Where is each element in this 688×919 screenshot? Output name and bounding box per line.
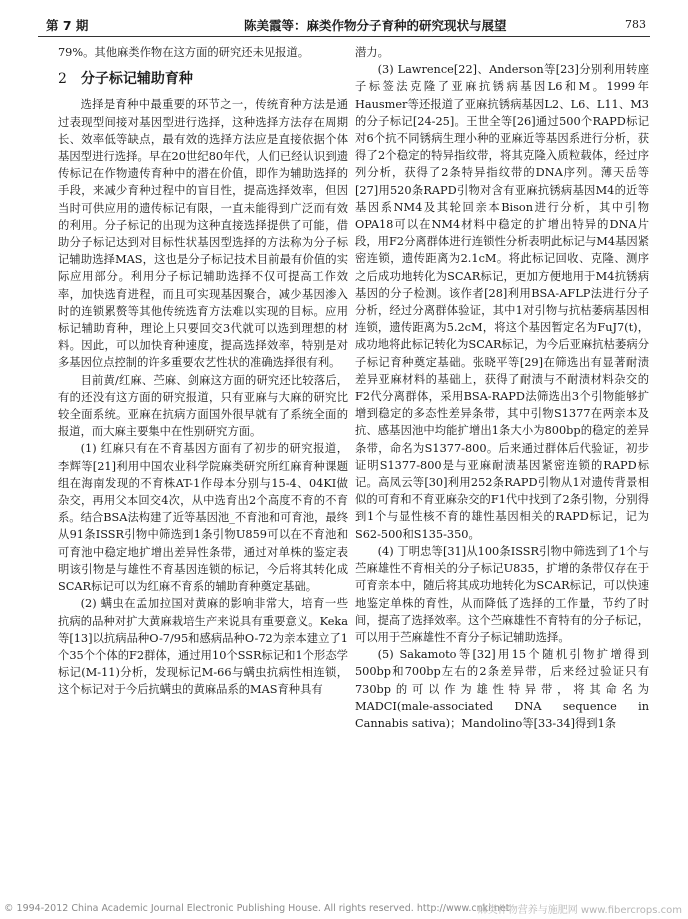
paragraph-crop-status: 目前黄/红麻、苎麻、剑麻这方面的研究还比较落后，有的还没有这方面的研究报道，只有亚麻与大麻的研究比较全面系统。亚麻在抗病方面国外很早就有了系统全面的报道，而大麻主要集中在性别研究方面。 — [58, 373, 348, 439]
paragraph-hemp: (5) Sakamoto等[32]用15个随机引物扩增得到500bp和700bp左右的2条差异带，后来经过验证只有730bp的可以作为雄性特异带，将其命名为MADCI(male-associated DNA sequence in Cannabis sativa)；Mandolino等[33-34]得到1条 — [355, 648, 649, 730]
paragraph-jute: (2) 螨虫在孟加拉国对黄麻的影响非常大，培育一些抗病的品种对扩大黄麻栽培生产来说具有重要意义。Keka等[13]以抗病品种O-7/95和感病品种O-72为亲本建立了1个35个个体的F2群体，通过用10个SSR标记和1个形态学标记(M-11)分析，发现标记M-66与螨虫抗病性相连锁，这个标记对于今后抗螨虫的黄麻品系的MAS育种具有 — [58, 597, 348, 697]
page-header — [38, 10, 650, 36]
running-title: 陈美霞等：麻类作物分子育种的研究现状与展望 — [244, 18, 507, 33]
copyright-text: © 1994-2012 China Academic Journal Electronic Publishing House. All rights reserved. — [4, 903, 414, 914]
section-heading — [58, 71, 348, 88]
page-number: 783 — [625, 18, 646, 31]
section-title: 分子标记辅助育种 — [80, 71, 193, 88]
left-column — [58, 44, 348, 901]
section-number: 2 — [58, 71, 67, 88]
watermark: 麻类作物营养与施肥网 www.fibercrops.com — [477, 905, 682, 916]
paragraph-kenaf: (1) 红麻只有在不育基因方面有了初步的研究报道，李辉等[21]利用中国农业科学院麻类研究所红麻育种课题组在海南发现的不育株AT-1作母本分别与15-4、04KI做杂交，再用父本回交4次，从中选育出2个高度不育的不育系。结合BSA法构建了近等基因池_不育池和可育池，最终从91条ISSR引物中筛选到1条引物U859可以在不育池和可育池中稳定地扩增出差异性条带，通过对单株的鉴定表明该引物是与雄性不育基因连锁的标记，今后将其转化成SCAR标记可以为红麻不育系的辅助育种奠定基础。 — [58, 442, 348, 594]
cnki-url[interactable]: http://www.cnki.net — [416, 903, 510, 914]
jute-continuation: 潜力。 — [355, 46, 389, 59]
paragraph-flax: (3) Lawrence[22]、Anderson等[23]分别利用转座子标签法克隆了亚麻抗锈病基因L6和M。1999年Hausmer等还报道了亚麻抗锈病基因L2、L6、L11、M3的分子标记[24-25]。王世全等[26]通过500个RAPD标记对6个抗不同锈病生理小种的亚麻近等基因系进行分析，获得了2个稳定的特异指纹带，将其克隆入质粒载体，经过序列分析，获得了2条特异指纹带的DNA序列。薄天岳等[27]用520条RAPD引物对含有亚麻抗锈病基因M4的近等基因系NM4及其轮回亲本Bison进行分析，其中引物OPA18可以在NM4材料中稳定的扩增出特异的DNA片段，用F2分离群体进行连锁性分析表明此标记与M4基因紧密连锁，遗传距离为2.1cM。将此标记回收、克隆、测序之后成功地转化为SCAR标记，更加方便地用于M4抗锈病基因的分子检测。该作者[28]利用BSA-AFLP法进行分子分析，经过分离群体验证，其中1对引物与抗枯萎病基因相连锁，遗传距离为5.2cM，将这个基因暂定名为FuJ7(t)，成功地将此标记转化为SCAR标记，为今后亚麻抗枯萎病分子标记育种奠定基础。张晓平等[29]在筛选出有显著耐渍差异亚麻材料的基础上，获得了耐渍与不耐渍材料杂交的F2代分离群体，采用BSA-RAPD法筛选出3个引物能够扩增到稳定的多态性差异条带，其中引物S1377在两亲本及抗、感基因池中均能扩增出1条大小为800bp的稳定的差异条带，命名为S1377-800。后来通过群体后代验证，初步证明S1377-800是与亚麻耐渍基因紧密连锁的RAPD标记。高凤云等[30]利用252条RAPD引物从1对遗传背景相似的可育和不育亚麻杂交的F1代中找到了2条引物，分别得到1个与显性核不育的雄性基因相关的RAPD标记，记为S62-500和S135-350。 — [355, 63, 649, 541]
paragraph-ramie: (4) 丁明忠等[31]从100条ISSR引物中筛选到了1个与苎麻雄性不育相关的分子标记U835，扩增的条带仅存在于可育亲本中，随后将其成功地转化为SCAR标记，可以快速地鉴定单株的育性，从而降低了选择的工作量，节约了时间，提高了选择效率。这个苎麻雄性不育特有的分子标记，可以用于苎麻雄性不育分子标记辅助选择。 — [355, 544, 649, 644]
right-column — [355, 44, 649, 901]
paragraph-mas-intro: 选择是育种中最重要的环节之一，传统育种方法是通过表现型间接对基因型进行选择，这种选择方法存在周期长、效率低等缺点，最有效的选择方法应是直接依据个体基因型进行选择。早在20世纪80年代，人们已经认识到遗传标记在作物遗传育种中的潜在价值，即作为辅助选择的手段，来减少育种过程中的盲目性，提高选择效率，但因当时可供应用的遗传标记有限，一直未能得到广泛而有效的利用。分子标记的出现为这种直接选择提供了可能，借助分子标记达到对目标性状基因型选择的方法称为分子标记辅助选择MAS，这也是分子标记技术目前最有价值的实际应用部分。利用分子标记辅助选择不仅可提高工作效率，加快选育进程，而且可实现基因聚合，减少基因渗入时的连锁累赘等其他传统选育方法难以实现的目标。应用标记辅助育种，理论上只要回交3代就可以选到理想的材料。因此，可以加快育种速度，提高选择效率，特别是对多基因位点控制的许多重要农艺性状的准确选择很有利。 — [58, 98, 348, 370]
page-footer — [0, 901, 688, 917]
issue-number: 第 7 期 — [46, 18, 89, 33]
header-rule — [38, 36, 650, 37]
intro-continuation: 79%。其他麻类作物在这方面的研究还未见报道。 — [58, 46, 310, 59]
copyright-line — [4, 903, 509, 914]
